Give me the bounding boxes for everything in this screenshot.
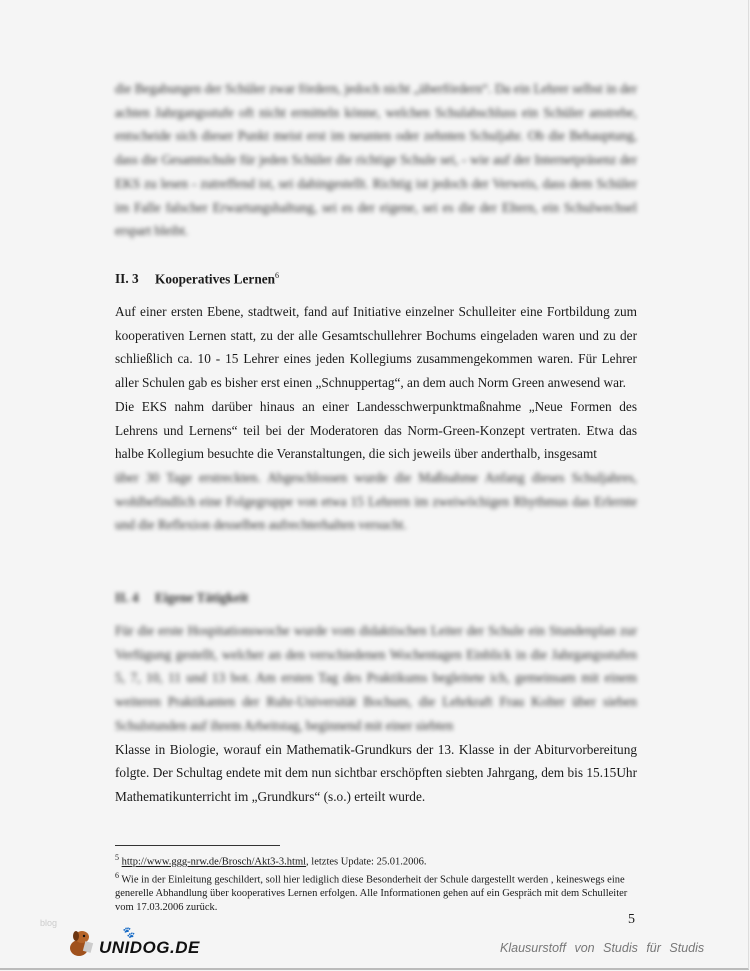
logo-label: UNIDOG.DE bbox=[99, 938, 200, 957]
paw-icon: 🐾 bbox=[121, 927, 136, 939]
section-number: II. 3 bbox=[115, 271, 139, 287]
tagline: Klausurstoff von Studis für Studis bbox=[500, 941, 705, 955]
page-number: 5 bbox=[628, 912, 635, 927]
blurred-paragraph: über 30 Tage erstreckten. Abgeschlossen wurde die Maßnahme Anfang dieses Schuljahres, wohlbefindlich eine Folgegruppe von etwa 15 Lehrern im zweiwöchigen Rhythmus das Erlernte und die Reflexion desselben aufrechterhalten versucht. bbox=[115, 469, 637, 533]
footnote-divider bbox=[115, 845, 280, 846]
section-number: II. 4 bbox=[115, 590, 139, 605]
footnote-text: , letztes Update: 25.01.2006. bbox=[306, 856, 427, 868]
watermark: blog bbox=[40, 918, 58, 928]
footnotes bbox=[115, 851, 637, 914]
blurred-paragraph-top: die Begabungen der Schüler zwar fördern, jedoch nicht „überfördern“. Da ein Lehrer selbst in der achten Jahrgangsstufe oft nicht ermitteln könne, welchen Schulabschluss ein Schüler anstrebe, entscheide sich dieser Punkt meist erst im neunten oder zehnten Schuljahr. Ob die Behauptung, dass die Gesamtschule für jeden Schüler die richtige Schule sei, - wie auf der Internetpräsenz der EKS zu lesen - zutreffend ist, sei dahingestellt. Richtig ist jedoch der Verweis, dass dem Schüler im Falle falscher Erwartungshaltung, sei es der eigene, sei es die der Eltern, ein Schulwechsel erspart bleibt. bbox=[115, 81, 637, 239]
paragraph: Klasse in Biologie, worauf ein Mathematik-Grundkurs der 13. Klasse in der Abiturvorbereitung folgte. Der Schultag endete mit dem nun sichtbar erschöpften siebten Jahrgang, dem bis 15.15Uhr Mathematikunterricht im „Grundkurs“ (s.o.) erteilt wurde. bbox=[115, 741, 637, 804]
section-heading-ii4 bbox=[115, 590, 248, 606]
footnote-ref: 6 bbox=[275, 271, 280, 280]
footnote-link[interactable]: http://www.ggg-nrw.de/Brosch/Akt3-3.html bbox=[121, 856, 307, 868]
section-title: Eigene Tätigkeit bbox=[155, 590, 249, 605]
paragraph: Die EKS nahm darüber hinaus an einer Landesschwerpunktmaßnahme „Neue Formen des Lehrens und Lernens“ teil bei der Moderatoren das Norm-Green-Konzept vertraten. Etwa das halbe Kollegium besuchte die Veranstaltungen, die sich jeweils über anderthalb, insgesamt bbox=[115, 398, 637, 462]
footnote-6 bbox=[115, 869, 637, 914]
section-ii4-body bbox=[115, 619, 637, 809]
paragraph: Auf einer ersten Ebene, stadtweit, fand auf Initiative einzelner Schulleiter eine Fortbildung zum kooperativen Lernen statt, zu der alle Gesamtschullehrer Bochums eingeladen waren und zu der schließlich ca. 10 - 15 Lehrer eines jeden Kollegiums zusammengekommen waren. Für Lehrer aller Schulen gab es bisher erst einen „Schnuppertag“, an dem auch Norm Green anwesend war. bbox=[115, 304, 637, 391]
footnote-number: 6 bbox=[115, 871, 119, 881]
section-title: Kooperatives Lernen bbox=[155, 271, 276, 287]
footnote-number: 5 bbox=[115, 853, 119, 862]
section-heading-ii3 bbox=[115, 271, 279, 287]
blurred-paragraph: Für die erste Hospitationswoche wurde vom didaktischen Leiter der Schule ein Stundenplan zur Verfügung gestellt, welcher an den verschiedenen Wochentagen Einblick in die Jahrgangsstufen 5, 7, 10, 11 und 13 bot. Am ersten Tag des Praktikums begleitete ich, gemeinsam mit einem weiteren Praktikanten der Ruhr-Universität Bochum, die Lehrkraft Frau Kolter über sieben Schulstunden auf ihrem Arbeitstag, beginnend mit einer siebten bbox=[115, 623, 637, 733]
dog-icon bbox=[65, 928, 95, 958]
unidog-logo bbox=[65, 928, 200, 958]
footnote-5 bbox=[115, 851, 637, 869]
logo-text bbox=[99, 927, 200, 958]
footnote-text: Wie in der Einleitung geschildert, soll hier lediglich diese Besonderheit der Schule dargestellt werden , keineswegs eine generelle Abhandlung über kooperatives Lernen erfolgen. Alle Informationen gehen auf ein Gespräch mit dem Schulleiter vom 17.03.2006 zurück. bbox=[115, 874, 628, 913]
section-ii3-body bbox=[115, 300, 637, 537]
